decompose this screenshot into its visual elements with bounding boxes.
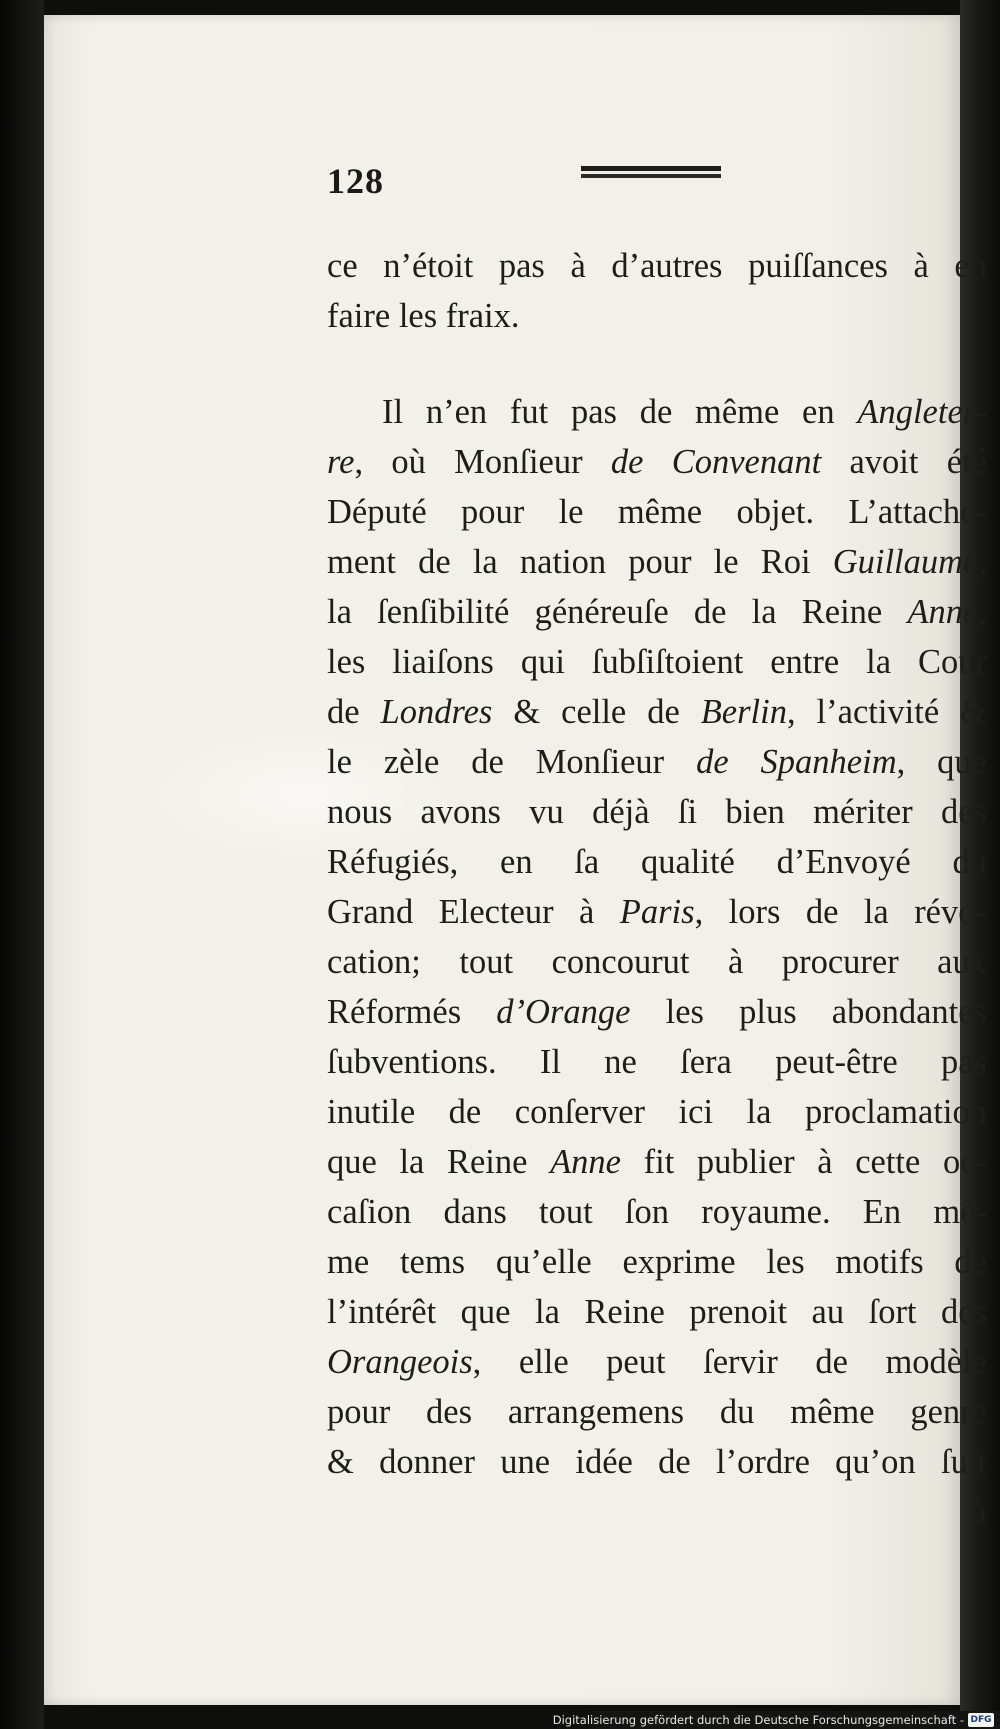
- rule-thick-bar: [581, 166, 721, 171]
- italic-run: Londres: [380, 693, 493, 731]
- italic-run: re: [327, 443, 355, 481]
- text-run: Il n’en fut pas de même en: [382, 393, 858, 431]
- text-line: [327, 1037, 987, 1087]
- scan-background-left: [0, 0, 44, 1729]
- text-run: & donner une idée de l’ordre qu’on ſuit: [327, 1443, 987, 1481]
- text-run: les liaiſons qui ſubſiſtoient entre la Cour: [327, 643, 987, 681]
- text-run: avoit été: [821, 443, 987, 481]
- paragraph-2: [327, 387, 987, 1487]
- text-run: Grand Electeur à: [327, 893, 620, 931]
- text-run: , elle peut ſervir de modèle: [472, 1343, 987, 1381]
- italic-run: Orangeois: [327, 1343, 473, 1381]
- text-run: , où Monſieur: [354, 443, 611, 481]
- text-line: [327, 987, 987, 1037]
- text-run: Réformés: [327, 993, 497, 1031]
- text-line: [327, 787, 987, 837]
- catchword: à: [971, 1493, 987, 1531]
- italic-run: Anne: [907, 593, 979, 631]
- text-run: & celle de: [492, 693, 701, 731]
- text-line: [327, 1287, 987, 1337]
- text-run: Réfugiés, en ſa qualité d’Envoyé du: [327, 843, 987, 881]
- text-line: [327, 1087, 987, 1137]
- text-run: ,: [978, 543, 987, 581]
- text-line: ce n’étoit pas à d’autres puiſſances à en: [327, 247, 987, 285]
- text-run: inutile de conſerver ici la proclamation: [327, 1093, 987, 1131]
- italic-run: Guillaume: [832, 543, 979, 581]
- text-line: [327, 1237, 987, 1287]
- text-run: , lors de la révo-: [694, 893, 987, 931]
- text-run: ment de la nation pour le Roi: [327, 543, 833, 581]
- text-run: Député pour le même objet. L’attache-: [327, 493, 987, 531]
- text-line: [327, 887, 987, 937]
- text-line: [327, 1437, 987, 1487]
- text-run: nous avons vu déjà ſi bien mériter des: [327, 793, 987, 831]
- text-line: [327, 387, 987, 437]
- text-run: l’intérêt que la Reine prenoit au ſort des: [327, 1293, 987, 1331]
- rule-thin-bar: [581, 174, 721, 178]
- text-line: [327, 637, 987, 687]
- text-run: de: [327, 693, 381, 731]
- text-line: [327, 737, 987, 787]
- text-line: [327, 487, 987, 537]
- text-line: [327, 1137, 987, 1187]
- text-line: [327, 437, 987, 487]
- text-line: [327, 687, 987, 737]
- body-text: [327, 241, 987, 1537]
- text-run: les plus abondantes: [630, 993, 987, 1031]
- italic-run: Berlin: [700, 693, 787, 731]
- text-run: ſubventions. Il ne ſera peut-être pas: [327, 1043, 987, 1081]
- text-line: [327, 937, 987, 987]
- text-run: la ſenſibilité généreuſe de la Reine: [327, 593, 908, 631]
- italic-run: Anne: [550, 1143, 621, 1181]
- paragraph-gap: [327, 341, 987, 387]
- italic-run: de Spanheim: [696, 743, 897, 781]
- text-run: caſion dans tout ſon royaume. En mê-: [327, 1193, 987, 1231]
- text-run: cation; tout concourut à procurer aux: [327, 943, 987, 981]
- text-run: que la Reine: [327, 1143, 551, 1181]
- italic-run: de Convenant: [610, 443, 822, 481]
- text-line: [327, 1387, 987, 1437]
- text-line: faire les fraix.: [327, 297, 520, 335]
- text-run: ,: [978, 593, 987, 631]
- text-run: me tems qu’elle exprime les motifs de: [327, 1243, 987, 1281]
- italic-run: Angleter-: [857, 393, 987, 431]
- text-line: [327, 837, 987, 887]
- text-line: [327, 1337, 987, 1387]
- dfg-logo-icon: DFG: [968, 1713, 994, 1727]
- text-line: [327, 1187, 987, 1237]
- text-line: [327, 587, 987, 637]
- book-page: [44, 15, 988, 1705]
- text-run: , l’activité &: [786, 693, 987, 731]
- digitization-credit: Digitalisierung gefördert durch die Deutsche Forschungsgemeinschaft -: [552, 1713, 964, 1727]
- header-ornament-rule: [581, 166, 721, 180]
- text-line: [327, 537, 987, 587]
- italic-run: d’Orange: [496, 993, 631, 1031]
- paragraph-1: [327, 241, 987, 341]
- page-number: 128: [327, 161, 384, 201]
- text-run: , que: [896, 743, 987, 781]
- text-run: fit publier à cette oc-: [620, 1143, 988, 1181]
- text-run: le zèle de Monſieur: [327, 743, 697, 781]
- text-run: pour des arrangemens du même genre: [327, 1393, 987, 1431]
- italic-run: Paris: [619, 893, 695, 931]
